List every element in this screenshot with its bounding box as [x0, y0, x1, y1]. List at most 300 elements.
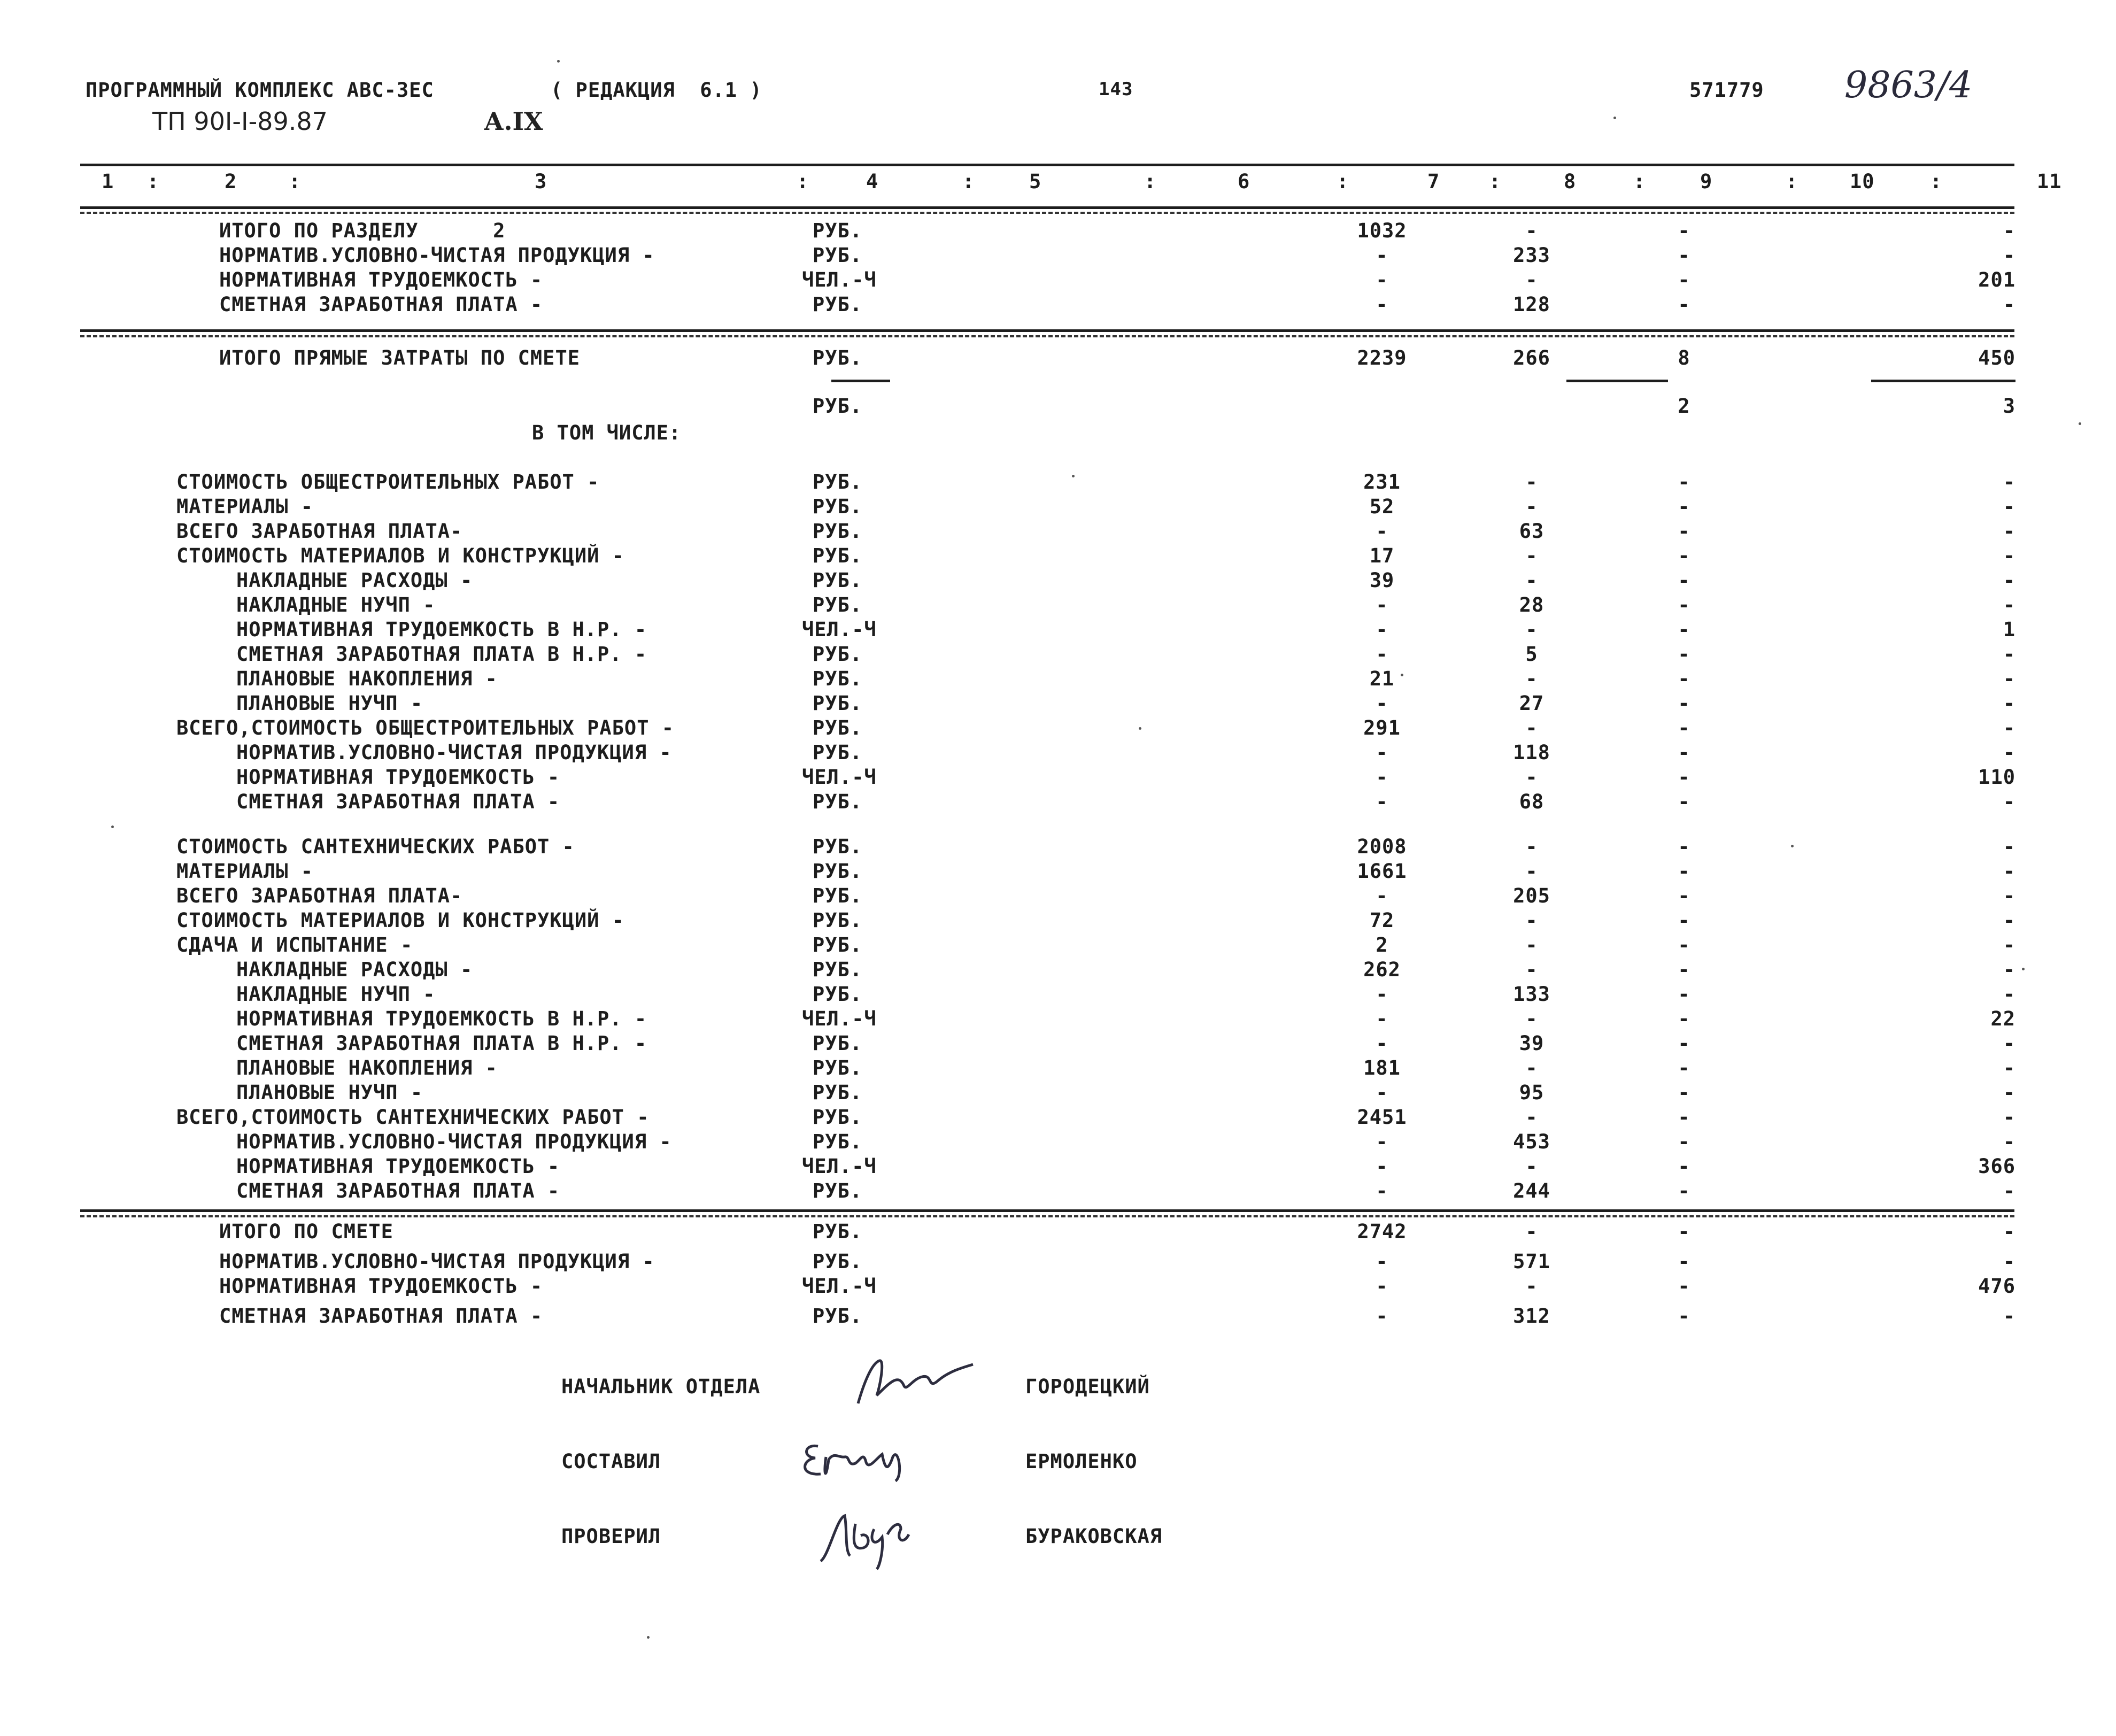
estimate-total-c8: 571	[1513, 1250, 1550, 1273]
plumbing-work-c11: -	[2003, 1056, 2015, 1079]
general-work-label: ПЛАНОВЫЕ НАКОПЛЕНИЯ -	[236, 667, 498, 690]
general-work-c7: -	[1376, 618, 1388, 641]
general-work-c7: 39	[1369, 569, 1395, 592]
plumbing-work-c8: -	[1525, 933, 1538, 956]
general-work-c8: 5	[1525, 643, 1538, 666]
plumbing-work-c11: -	[2003, 835, 2015, 858]
column-number: 6	[1238, 170, 1250, 193]
column-number: :	[1337, 170, 1349, 193]
plumbing-work-c11: -	[2003, 1179, 2015, 1202]
column-numbers	[80, 170, 2062, 195]
general-work-row	[0, 790, 2116, 814]
general-work-c11: -	[2003, 790, 2015, 813]
estimate-total-c11: 476	[1978, 1275, 2015, 1298]
general-work-c7: -	[1376, 766, 1388, 789]
plumbing-work-label: МАТЕРИАЛЫ -	[176, 860, 314, 883]
general-work-unit: РУБ.	[813, 643, 863, 666]
plumbing-work-c11: 22	[1990, 1007, 2015, 1030]
general-work-unit: РУБ.	[813, 790, 863, 813]
column-number: :	[1633, 170, 1646, 193]
general-work-c9: -	[1678, 544, 1690, 567]
plumbing-work-c9: -	[1678, 860, 1690, 883]
section-total-unit: РУБ.	[813, 293, 863, 316]
general-work-unit: РУБ.	[813, 741, 863, 764]
direct-costs-row	[0, 346, 2116, 370]
section-total-label: СМЕТНАЯ ЗАРАБОТНАЯ ПЛАТА -	[219, 293, 543, 316]
general-work-c11: -	[2003, 544, 2015, 567]
general-work-unit: РУБ.	[813, 495, 863, 518]
plumbing-work-row	[0, 1007, 2116, 1031]
general-work-label: НОРМАТИВНАЯ ТРУДОЕМКОСТЬ -	[236, 766, 560, 789]
column-number: 3	[535, 170, 547, 193]
scan-speck	[111, 825, 114, 828]
plumbing-work-c8: 39	[1519, 1032, 1544, 1055]
sig-name-checked: БУРАКОВСКАЯ	[1025, 1525, 1163, 1548]
plumbing-work-row	[0, 1081, 2116, 1105]
plumbing-work-c11: -	[2003, 860, 2015, 883]
plumbing-work-c7: -	[1376, 983, 1388, 1006]
general-work-unit: РУБ.	[813, 569, 863, 592]
section-total-label: ИТОГО ПО РАЗДЕЛУ 2	[219, 219, 506, 242]
estimate-total-row	[0, 1305, 2116, 1328]
scan-speck	[1791, 845, 1794, 847]
general-work-label: МАТЕРИАЛЫ -	[176, 495, 314, 518]
section-total-c9: -	[1678, 219, 1690, 242]
plumbing-work-unit: РУБ.	[813, 884, 863, 907]
plumbing-work-c9: -	[1678, 983, 1690, 1006]
plumbing-work-c9: -	[1678, 1179, 1690, 1202]
plumbing-work-c8: 453	[1513, 1130, 1550, 1153]
signature-gorodetsky	[847, 1353, 976, 1411]
estimate-total-c7: -	[1376, 1250, 1388, 1273]
estimate-total-label: ИТОГО ПО СМЕТЕ	[219, 1220, 393, 1243]
general-work-c7: 291	[1363, 716, 1401, 739]
plumbing-work-c8: -	[1525, 1155, 1538, 1178]
plumbing-work-row	[0, 1032, 2116, 1055]
column-number: :	[289, 170, 302, 193]
estimate-total-c8: 312	[1513, 1305, 1550, 1328]
scan-speck	[1139, 727, 1141, 730]
plumbing-work-row	[0, 1155, 2116, 1178]
signature-burakovskaya	[815, 1497, 917, 1572]
program-title: ПРОГРАММНЫЙ КОМПЛЕКС АВС-3ЕС	[86, 79, 434, 102]
plumbing-work-c9: -	[1678, 884, 1690, 907]
plumbing-work-unit: РУБ.	[813, 1056, 863, 1079]
plumbing-work-c9: -	[1678, 1106, 1690, 1129]
estimate-total-label: НОРМАТИВНАЯ ТРУДОЕМКОСТЬ -	[219, 1275, 543, 1298]
general-work-label: НОРМАТИВ.УСЛОВНО-ЧИСТАЯ ПРОДУКЦИЯ -	[236, 741, 672, 764]
sig-name-head: ГОРОДЕЦКИЙ	[1025, 1375, 1150, 1398]
plumbing-work-c7: 181	[1363, 1056, 1401, 1079]
header-bottom-dash	[80, 212, 2014, 214]
estimate-total-c9: -	[1678, 1275, 1690, 1298]
column-number: 9	[1700, 170, 1713, 193]
general-work-c8: 63	[1519, 520, 1544, 543]
plumbing-work-c7: 262	[1363, 958, 1401, 981]
plumbing-work-c8: -	[1525, 835, 1538, 858]
plumbing-work-unit: РУБ.	[813, 933, 863, 956]
general-work-label: НАКЛАДНЫЕ РАСХОДЫ -	[236, 569, 473, 592]
column-number: 1	[102, 170, 114, 193]
estimate-total-label: СМЕТНАЯ ЗАРАБОТНАЯ ПЛАТА -	[219, 1305, 543, 1328]
header-top-rule	[80, 164, 2014, 166]
estimate-total-c7: -	[1376, 1305, 1388, 1328]
plumbing-work-unit: РУБ.	[813, 909, 863, 932]
section-total-row	[0, 268, 2116, 292]
column-number: 7	[1427, 170, 1440, 193]
general-work-label: НОРМАТИВНАЯ ТРУДОЕМКОСТЬ В Н.Р. -	[236, 618, 647, 641]
section-total-row	[0, 219, 2116, 243]
scan-speck	[2022, 968, 2025, 970]
plumbing-work-unit: ЧЕЛ.-Ч	[802, 1007, 877, 1030]
estimate-total-unit: РУБ.	[813, 1220, 863, 1243]
section-total-label: НОРМАТИВНАЯ ТРУДОЕМКОСТЬ -	[219, 268, 543, 291]
direct-costs-label: ИТОГО ПРЯМЫЕ ЗАТРАТЫ ПО СМЕТЕ	[219, 346, 581, 369]
direct-costs-c7: 2239	[1357, 346, 1407, 369]
header-bottom-rule	[80, 206, 2014, 209]
plumbing-work-label: НОРМАТИВ.УСЛОВНО-ЧИСТАЯ ПРОДУКЦИЯ -	[236, 1130, 672, 1153]
estimate-total-c9: -	[1678, 1250, 1690, 1273]
plumbing-work-row	[0, 909, 2116, 932]
plumbing-work-c8: 133	[1513, 983, 1550, 1006]
plumbing-work-c11: -	[2003, 983, 2015, 1006]
plumbing-work-row	[0, 1179, 2116, 1203]
plumbing-work-c8: -	[1525, 1106, 1538, 1129]
plumbing-work-c7: -	[1376, 1179, 1388, 1202]
estimate-total-c11: -	[2003, 1305, 2015, 1328]
handwritten-reference: 9863/4	[1844, 64, 1973, 106]
general-work-row	[0, 544, 2116, 568]
estimate-totals-dash	[80, 1215, 2014, 1217]
plumbing-work-label: СМЕТНАЯ ЗАРАБОТНАЯ ПЛАТА -	[236, 1179, 560, 1202]
section-total-unit: ЧЕЛ.-Ч	[802, 268, 877, 291]
scan-speck	[557, 60, 560, 63]
general-work-label: СТОИМОСТЬ МАТЕРИАЛОВ И КОНСТРУКЦИЙ -	[176, 544, 624, 567]
general-work-c9: -	[1678, 692, 1690, 715]
general-work-c9: -	[1678, 618, 1690, 641]
general-work-c11: 110	[1978, 766, 2015, 789]
section-total-c8: 233	[1513, 244, 1550, 267]
plumbing-work-c11: -	[2003, 933, 2015, 956]
album-code: А.IX	[484, 107, 543, 136]
plumbing-work-row	[0, 835, 2116, 859]
general-work-c7: -	[1376, 790, 1388, 813]
general-work-c8: -	[1525, 470, 1538, 493]
general-work-label: ПЛАНОВЫЕ НУЧП -	[236, 692, 423, 715]
direct-costs-row-2	[0, 395, 2116, 418]
general-work-c9: -	[1678, 470, 1690, 493]
general-work-label: СМЕТНАЯ ЗАРАБОТНАЯ ПЛАТА В Н.Р. -	[236, 643, 647, 666]
column-number: 4	[866, 170, 879, 193]
plumbing-work-unit: РУБ.	[813, 958, 863, 981]
scan-speck	[1072, 475, 1075, 477]
estimate-total-row	[0, 1220, 2116, 1244]
plumbing-work-unit: РУБ.	[813, 1081, 863, 1104]
scan-speck	[1401, 674, 1403, 676]
section-total-c9: -	[1678, 244, 1690, 267]
general-work-c8: 28	[1519, 593, 1544, 616]
plumbing-work-label: НОРМАТИВНАЯ ТРУДОЕМКОСТЬ В Н.Р. -	[236, 1007, 647, 1030]
section-total-c11: 201	[1978, 268, 2015, 291]
direct-costs-dash	[80, 335, 2014, 337]
sig-name-compiled: ЕРМОЛЕНКО	[1025, 1450, 1138, 1473]
direct-costs-c9: 8	[1678, 346, 1690, 369]
scan-speck	[647, 1636, 650, 1639]
general-work-label: ВСЕГО,СТОИМОСТЬ ОБЩЕСТРОИТЕЛЬНЫХ РАБОТ -	[176, 716, 675, 739]
general-work-c11: -	[2003, 495, 2015, 518]
general-work-label: СТОИМОСТЬ ОБЩЕСТРОИТЕЛЬНЫХ РАБОТ -	[176, 470, 600, 493]
general-work-c8: 68	[1519, 790, 1544, 813]
section-total-c7: 1032	[1357, 219, 1407, 242]
general-work-c7: -	[1376, 593, 1388, 616]
general-work-c9: -	[1678, 593, 1690, 616]
plumbing-work-c7: -	[1376, 1081, 1388, 1104]
general-work-c7: 231	[1363, 470, 1401, 493]
estimate-total-c7: 2742	[1357, 1220, 1407, 1243]
plumbing-work-c11: -	[2003, 958, 2015, 981]
general-work-unit: РУБ.	[813, 692, 863, 715]
general-work-c9: -	[1678, 520, 1690, 543]
general-work-c11: -	[2003, 643, 2015, 666]
plumbing-work-label: НОРМАТИВНАЯ ТРУДОЕМКОСТЬ -	[236, 1155, 560, 1178]
general-work-row	[0, 618, 2116, 642]
plumbing-work-unit: РУБ.	[813, 1179, 863, 1202]
general-work-unit: ЧЕЛ.-Ч	[802, 766, 877, 789]
column-number: :	[1144, 170, 1157, 193]
plumbing-work-c8: -	[1525, 860, 1538, 883]
general-work-c9: -	[1678, 495, 1690, 518]
estimate-total-label: НОРМАТИВ.УСЛОВНО-ЧИСТАЯ ПРОДУКЦИЯ -	[219, 1250, 655, 1273]
estimate-total-unit: ЧЕЛ.-Ч	[802, 1275, 877, 1298]
estimate-total-c7: -	[1376, 1275, 1388, 1298]
column-number: :	[1786, 170, 1798, 193]
section-total-c11: -	[2003, 219, 2015, 242]
column-number: 2	[225, 170, 237, 193]
column-number: 8	[1564, 170, 1577, 193]
plumbing-work-c8: -	[1525, 909, 1538, 932]
plumbing-work-c7: -	[1376, 1155, 1388, 1178]
general-work-c8: -	[1525, 716, 1538, 739]
general-work-row	[0, 766, 2116, 789]
plumbing-work-c9: -	[1678, 1056, 1690, 1079]
document-code: 571779	[1689, 79, 1764, 102]
plumbing-work-c7: -	[1376, 1032, 1388, 1055]
plumbing-work-row	[0, 983, 2116, 1006]
direct-costs-c11-2: 3	[2003, 395, 2015, 418]
plumbing-work-label: СДАЧА И ИСПЫТАНИЕ -	[176, 933, 413, 956]
plumbing-work-c8: 95	[1519, 1081, 1544, 1104]
general-work-c8: -	[1525, 569, 1538, 592]
plumbing-work-c9: -	[1678, 933, 1690, 956]
plumbing-work-c9: -	[1678, 909, 1690, 932]
general-work-c7: -	[1376, 643, 1388, 666]
general-work-c8: -	[1525, 667, 1538, 690]
section-total-row	[0, 293, 2116, 317]
column-number: 5	[1029, 170, 1042, 193]
plumbing-work-c7: -	[1376, 1007, 1388, 1030]
general-work-c9: -	[1678, 569, 1690, 592]
plumbing-work-c7: 2	[1376, 933, 1388, 956]
plumbing-work-c11: -	[2003, 909, 2015, 932]
plumbing-work-c9: -	[1678, 1155, 1690, 1178]
project-code: ТП 90I-I-89.87	[152, 107, 328, 136]
c11-fraction-rule	[1871, 380, 2015, 382]
general-work-c8: -	[1525, 544, 1538, 567]
general-work-unit: РУБ.	[813, 544, 863, 567]
general-work-c11: -	[2003, 741, 2015, 764]
general-work-label: ВСЕГО ЗАРАБОТНАЯ ПЛАТА-	[176, 520, 463, 543]
estimate-totals-rule	[80, 1209, 2014, 1212]
general-work-unit: РУБ.	[813, 667, 863, 690]
column-number: 11	[2037, 170, 2062, 193]
section-total-c8: 128	[1513, 293, 1550, 316]
plumbing-work-c8: 205	[1513, 884, 1550, 907]
estimate-total-c11: -	[2003, 1220, 2015, 1243]
general-work-c9: -	[1678, 741, 1690, 764]
estimate-total-row	[0, 1250, 2116, 1274]
scan-speck	[1613, 117, 1616, 119]
plumbing-work-c7: 72	[1369, 909, 1395, 932]
general-work-c9: -	[1678, 667, 1690, 690]
general-work-c11: -	[2003, 569, 2015, 592]
general-work-c7: 21	[1369, 667, 1395, 690]
plumbing-work-c8: -	[1525, 1056, 1538, 1079]
unit-fraction-rule	[831, 380, 890, 382]
plumbing-work-unit: РУБ.	[813, 1106, 863, 1129]
estimate-total-unit: РУБ.	[813, 1250, 863, 1273]
plumbing-work-c8: 244	[1513, 1179, 1550, 1202]
plumbing-work-c9: -	[1678, 1032, 1690, 1055]
general-work-row	[0, 716, 2116, 740]
plumbing-work-label: СМЕТНАЯ ЗАРАБОТНАЯ ПЛАТА В Н.Р. -	[236, 1032, 647, 1055]
plumbing-work-c7: 1661	[1357, 860, 1407, 883]
plumbing-work-row	[0, 1056, 2116, 1080]
plumbing-work-c11: -	[2003, 884, 2015, 907]
general-work-unit: ЧЕЛ.-Ч	[802, 618, 877, 641]
plumbing-work-c7: 2008	[1357, 835, 1407, 858]
general-work-row	[0, 593, 2116, 617]
edition-label: ( РЕДАКЦИЯ 6.1 )	[551, 79, 762, 102]
section-total-c11: -	[2003, 244, 2015, 267]
c9-fraction-rule	[1566, 380, 1668, 382]
general-work-c9: -	[1678, 790, 1690, 813]
general-work-c7: -	[1376, 520, 1388, 543]
column-number: :	[797, 170, 809, 193]
plumbing-work-c9: -	[1678, 1081, 1690, 1104]
general-work-row	[0, 520, 2116, 543]
estimate-total-c11: -	[2003, 1250, 2015, 1273]
estimate-total-c9: -	[1678, 1220, 1690, 1243]
plumbing-work-c7: -	[1376, 1130, 1388, 1153]
column-number: :	[1930, 170, 1943, 193]
plumbing-work-row	[0, 933, 2116, 957]
section-total-c11: -	[2003, 293, 2015, 316]
estimate-total-row	[0, 1275, 2116, 1298]
general-work-c11: -	[2003, 716, 2015, 739]
direct-costs-unit: РУБ.	[813, 346, 863, 369]
general-work-c7: -	[1376, 692, 1388, 715]
general-work-unit: РУБ.	[813, 470, 863, 493]
direct-costs-c9-2: 2	[1678, 395, 1690, 418]
estimate-total-c8: -	[1525, 1220, 1538, 1243]
general-work-c8: -	[1525, 766, 1538, 789]
general-work-row	[0, 470, 2116, 494]
plumbing-work-c8: -	[1525, 958, 1538, 981]
general-work-unit: РУБ.	[813, 593, 863, 616]
plumbing-work-c9: -	[1678, 835, 1690, 858]
section-total-row	[0, 244, 2116, 267]
general-work-row	[0, 643, 2116, 666]
direct-costs-unit-2: РУБ.	[813, 395, 863, 418]
direct-costs-rule	[80, 329, 2014, 332]
page-number: 143	[1099, 79, 1133, 100]
plumbing-work-row	[0, 884, 2116, 908]
plumbing-work-row	[0, 1130, 2116, 1154]
estimate-total-c9: -	[1678, 1305, 1690, 1328]
plumbing-work-c11: 366	[1978, 1155, 2015, 1178]
plumbing-work-c9: -	[1678, 1130, 1690, 1153]
plumbing-work-row	[0, 1106, 2116, 1129]
general-work-label: НАКЛАДНЫЕ НУЧП -	[236, 593, 436, 616]
signature-ermolenko	[797, 1425, 920, 1484]
general-work-row	[0, 667, 2116, 691]
plumbing-work-c11: -	[2003, 1106, 2015, 1129]
section-total-c8: -	[1525, 219, 1538, 242]
plumbing-work-c9: -	[1678, 958, 1690, 981]
general-work-c7: -	[1376, 741, 1388, 764]
plumbing-work-unit: РУБ.	[813, 1032, 863, 1055]
plumbing-work-c7: 2451	[1357, 1106, 1407, 1129]
general-work-c7: 17	[1369, 544, 1395, 567]
section-total-c9: -	[1678, 293, 1690, 316]
general-work-c11: -	[2003, 520, 2015, 543]
section-total-c7: -	[1376, 293, 1388, 316]
section-total-c9: -	[1678, 268, 1690, 291]
plumbing-work-label: ПЛАНОВЫЕ НУЧП -	[236, 1081, 423, 1104]
section-total-c8: -	[1525, 268, 1538, 291]
general-work-c7: 52	[1369, 495, 1395, 518]
plumbing-work-row	[0, 860, 2116, 883]
plumbing-work-label: ВСЕГО,СТОИМОСТЬ САНТЕХНИЧЕСКИХ РАБОТ -	[176, 1106, 650, 1129]
general-work-label: СМЕТНАЯ ЗАРАБОТНАЯ ПЛАТА -	[236, 790, 560, 813]
including-heading: В ТОМ ЧИСЛЕ:	[532, 421, 682, 444]
section-total-unit: РУБ.	[813, 244, 863, 267]
general-work-c8: -	[1525, 618, 1538, 641]
plumbing-work-label: СТОИМОСТЬ МАТЕРИАЛОВ И КОНСТРУКЦИЙ -	[176, 909, 624, 932]
general-work-c9: -	[1678, 766, 1690, 789]
section-total-unit: РУБ.	[813, 219, 863, 242]
plumbing-work-label: ПЛАНОВЫЕ НАКОПЛЕНИЯ -	[236, 1056, 498, 1079]
plumbing-work-unit: РУБ.	[813, 835, 863, 858]
plumbing-work-label: СТОИМОСТЬ САНТЕХНИЧЕСКИХ РАБОТ -	[176, 835, 575, 858]
column-number: :	[1489, 170, 1502, 193]
plumbing-work-unit: ЧЕЛ.-Ч	[802, 1155, 877, 1178]
general-work-c11: -	[2003, 470, 2015, 493]
direct-costs-c8: 266	[1513, 346, 1550, 369]
plumbing-work-label: ВСЕГО ЗАРАБОТНАЯ ПЛАТА-	[176, 884, 463, 907]
general-work-c9: -	[1678, 643, 1690, 666]
general-work-c8: 27	[1519, 692, 1544, 715]
sig-role-checked: ПРОВЕРИЛ	[561, 1525, 661, 1548]
scan-speck	[2079, 422, 2081, 425]
general-work-row	[0, 569, 2116, 592]
plumbing-work-label: НАКЛАДНЫЕ НУЧП -	[236, 983, 436, 1006]
section-total-label: НОРМАТИВ.УСЛОВНО-ЧИСТАЯ ПРОДУКЦИЯ -	[219, 244, 655, 267]
column-number: :	[962, 170, 975, 193]
plumbing-work-c11: -	[2003, 1130, 2015, 1153]
plumbing-work-unit: РУБ.	[813, 983, 863, 1006]
general-work-c8: 118	[1513, 741, 1550, 764]
